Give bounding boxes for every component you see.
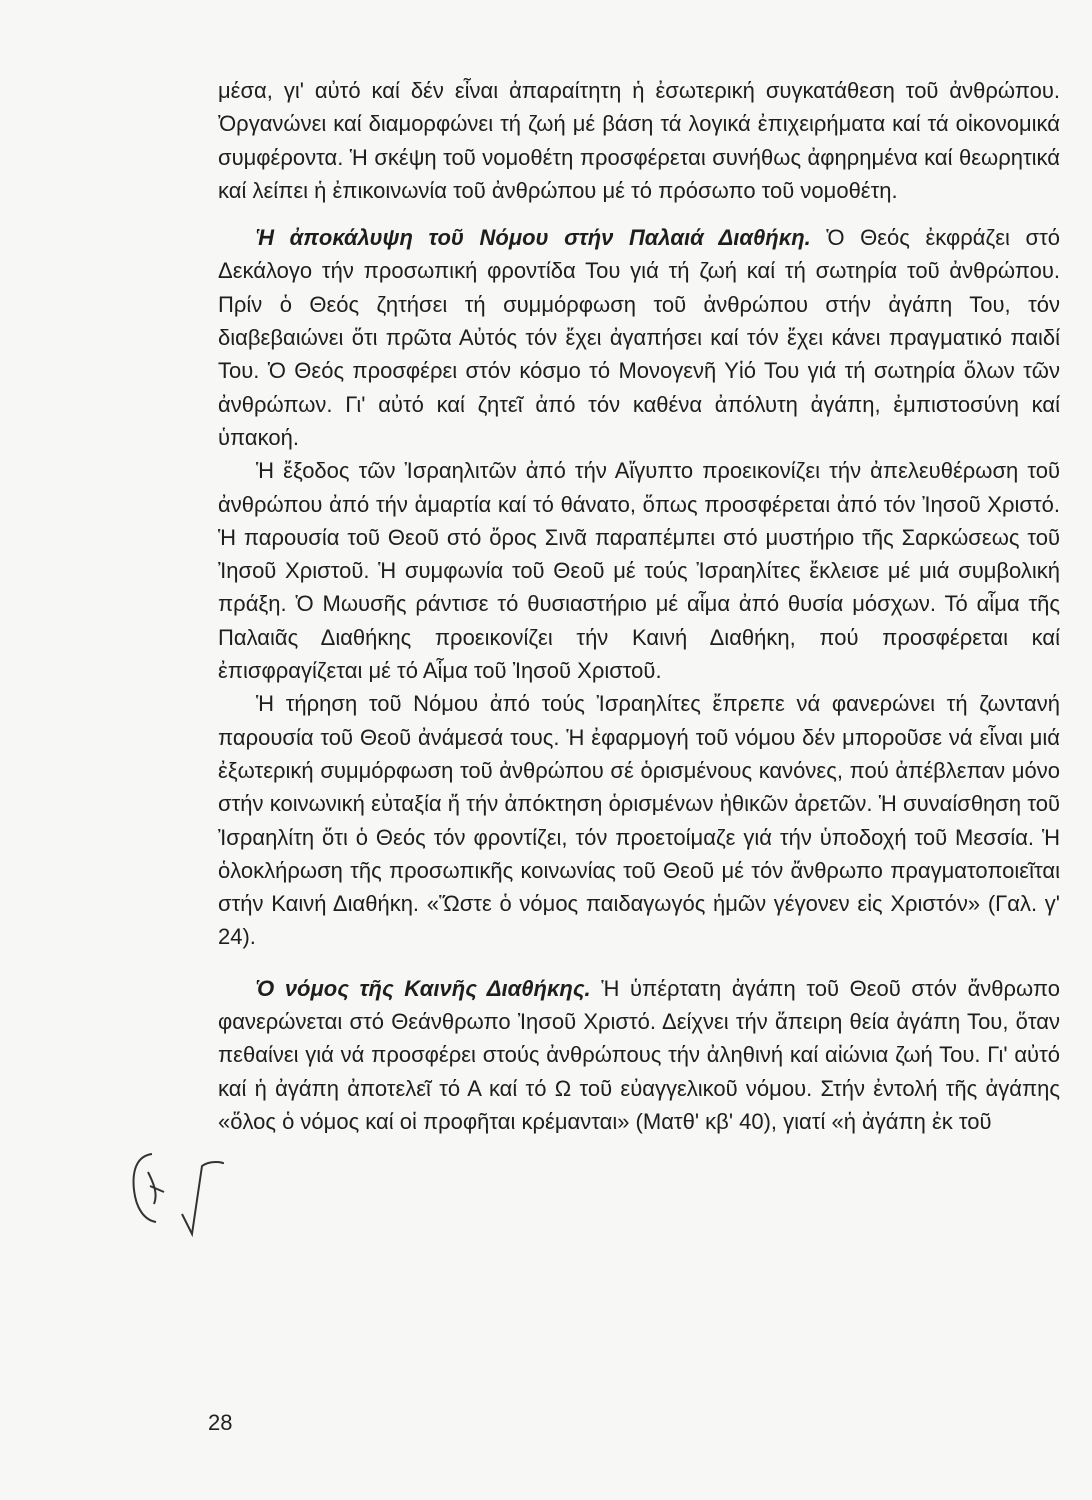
page-text (218, 74, 1060, 1138)
section-heading-new-testament: Ὁ νόμος τῆς Καινῆς Διαθήκης. (256, 975, 591, 1001)
paragraph-new-testament-law: Ὁ νόμος τῆς Καινῆς Διαθήκης. Ἡ ὑπέρτατη ἀγάπη τοῦ Θεοῦ στόν ἄνθρωπο φανερώνεται στό Θεάνθρωπο Ἰησοῦ Χριστό. Δείχνει τήν ἄπειρη θεία ἀγάπη Του, ὅταν πεθαίνει γιά νά προσφέρει στούς ἀνθρώπους τήν ἀληθινή καί αἰώνια ζωή Του. Γι' αὐτό καί ἡ ἀγάπη ἀποτελεῖ τό Α καί τό Ω τοῦ εὐαγγελικοῦ νόμου. Στήν ἐντολή τῆς ἀγάπης «ὅλος ὁ νόμος καί οἱ προφῆται κρέμανται» (Ματθ' κβ' 40), γιατί «ἡ ἀγάπη ἐκ τοῦ (218, 975, 1061, 1134)
paragraph-observance: Ἡ τήρηση τοῦ Νόμου ἀπό τούς Ἰσραηλίτες ἔπρεπε νά φανερώνει τή ζωντανή παρουσία τοῦ Θεοῦ ἀνάμεσά τους. Ἡ ἐφαρμογή τοῦ νόμου δέν μποροῦσε νά εἶναι μιά ἐξωτερική συμμόρφωση τοῦ ἀνθρώπου σέ ὁρισμένους κανόνες, πού ἀπέβλεπαν μόνο στήν κοινωνική εὐταξία ἤ τήν ἀπόκτηση ὁρισμένων ἠθικῶν ἀρετῶν. Ἡ συναίσθηση τοῦ Ἰσραηλίτη ὅτι ὁ Θεός τόν φροντίζει, τόν προετοίμαζε γιά τήν ὑποδοχή τοῦ Μεσσία. Ἡ ὁλοκλήρωση τῆς προσωπικῆς κοινωνίας τοῦ Θεοῦ μέ τόν ἄνθρωπο πραγματοποιεῖται στήν Καινή Διαθήκη. «Ὥστε ὁ νόμος παιδαγωγός ἡμῶν γέγονεν εἰς Χριστόν» (Γαλ. γ' 24). (218, 691, 1060, 950)
page-number: 28 (208, 1410, 233, 1435)
section-heading-old-testament: Ἡ ἀποκάλυψη τοῦ Νόμου στήν Παλαιά Διαθήκη. (256, 225, 811, 251)
paragraph-continuation: μέσα, γι' αὐτό καί δέν εἶναι ἀπαραίτητη ἡ ἐσωτερική συγκατάθεση τοῦ ἀνθρώπου. Ὀργανώνει καί διαμορφώνει τή ζωή μέ βάση τά λογικά ἐπιχειρήματα καί τά οἰκονομικά συμφέροντα. Ἡ σκέψη τοῦ νομοθέτη προσφέρεται συνήθως ἀφηρημένα καί θεωρητικά καί λείπει ἡ ἐπικοινωνία τοῦ ἀνθρώπου μέ τό πρόσωπο τοῦ νομοθέτη. (218, 78, 1060, 203)
paragraph-exodus: Ἡ ἔξοδος τῶν Ἰσραηλιτῶν ἀπό τήν Αἴγυπτο προεικονίζει τήν ἀπελευθέρωση τοῦ ἀνθρώπου ἀπό τήν ἁμαρτία καί τό θάνατο, ὅπως προσφέρεται ἀπό τόν Ἰησοῦ Χριστό. Ἡ παρουσία τοῦ Θεοῦ στό ὄρος Σινᾶ παραπέμπει στό μυστήριο τῆς Σαρκώσεως τοῦ Ἰησοῦ Χριστοῦ. Ἡ συμφωνία τοῦ Θεοῦ μέ τούς Ἰσραηλίτες ἔκλεισε μέ μιά συμβολική πράξη. Ὁ Μωυσῆς ράντισε τό θυσιαστήριο μέ αἷμα ἀπό θυσία μόσχων. Τό αἷμα τῆς Παλαιᾶς Διαθήκης προεικονίζει τήν Καινή Διαθήκη, πού προσφέρεται καί ἐπισφραγίζεται μέ τό Αἷμα τοῦ Ἰησοῦ Χριστοῦ. (218, 458, 1060, 684)
handwritten-mark-icon (128, 1142, 224, 1242)
paragraph-old-testament-law: Ἡ ἀποκάλυψη τοῦ Νόμου στήν Παλαιά Διαθήκη. Ὁ Θεός ἐκφράζει στό Δεκάλογο τήν προσωπική φροντίδα Του γιά τή ζωή καί τή σωτηρία τοῦ ἀνθρώπου. Πρίν ὁ Θεός ζητήσει τή συμμόρφωση τοῦ ἀνθρώπου στήν ἀγάπη Του, τόν διαβεβαιώνει ὅτι πρῶτα Αὐτός τόν ἔχει ἀγαπήσει καί τόν ἔχει κάνει πραγματικό παιδί Του. Ὁ Θεός προσφέρει στόν κόσμο τό Μονογενῆ Υἱό Του γιά τή σωτηρία ὅλων τῶν ἀνθρώπων. Γι' αὐτό καί ζητεῖ ἀπό τόν καθένα ἀπόλυτη ἀγάπη, ἐμπιστοσύνη καί ὑπακοή. (218, 225, 1060, 450)
